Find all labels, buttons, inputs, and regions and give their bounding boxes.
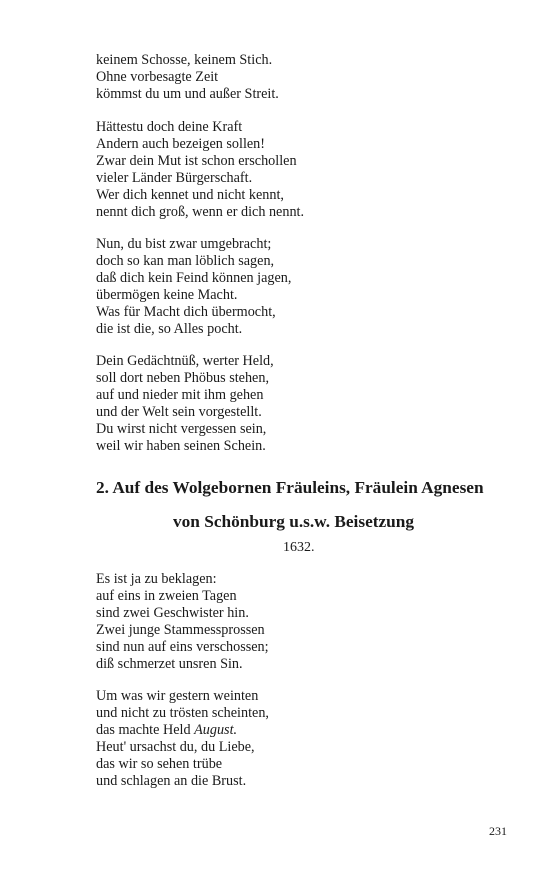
verse-line: Es ist ja zu beklagen: [96, 571, 217, 587]
stanza-4 [96, 353, 516, 454]
verse-line: Ohne vorbesagte Zeit [96, 68, 219, 85]
verse-line: Andern auch bezeigen sollen! [96, 135, 265, 152]
page-number: 231 [489, 824, 507, 838]
verse-line: Um was wir gestern weinten [96, 688, 259, 704]
verse-line: kömmst du um und außer Streit. [96, 85, 279, 102]
verse-line: und der Welt sein vorgestellt. [96, 403, 262, 420]
verse-line-text: das machte Held [96, 721, 195, 738]
verse-line: weil wir haben seinen Schein. [96, 437, 266, 454]
verse-line: übermögen keine Macht. [96, 286, 238, 303]
verse-line: Wer dich kennet und nicht kennt, [96, 186, 284, 203]
verse-line: auf und nieder mit ihm gehen [96, 386, 264, 403]
verse-line: sind zwei Geschwister hin. [96, 604, 249, 621]
italic-name: August. [194, 721, 238, 738]
verse-line: das wir so sehen trübe [96, 755, 223, 772]
verse-line: diß schmerzet unsren Sin. [96, 655, 243, 672]
verse-line: Dein Gedächtnüß, werter Held, [96, 353, 274, 369]
poem2-stanza-2 [96, 688, 516, 789]
verse-line: Nun, du bist zwar umgebracht; [96, 236, 272, 252]
verse-line: daß dich kein Feind können jagen, [96, 269, 292, 286]
verse-line: keinem Schosse, keinem Stich. [96, 52, 273, 68]
stanza-2 [96, 119, 516, 220]
verse-line: auf eins in zweien Tagen [96, 587, 237, 604]
verse-line: Was für Macht dich übermocht, [96, 303, 276, 320]
verse-line: Du wirst nicht vergessen sein, [96, 420, 267, 437]
verse-line: sind nun auf eins verschossen; [96, 638, 269, 655]
verse-line: die ist die, so Alles pocht. [96, 320, 243, 337]
poem-title-line-2: von Schönburg u.s.w. Beisetzung [173, 512, 415, 531]
stanza-1 [96, 52, 516, 103]
verse-line: nennt dich groß, wenn er dich nennt. [96, 203, 305, 220]
verse-line: Heut' ursachst du, du Liebe, [96, 738, 255, 755]
stanza-3 [96, 236, 516, 337]
verse-line: Zwei junge Stammessprossen [96, 621, 265, 638]
poem-year: 1632. [283, 540, 315, 555]
verse-line: Zwar dein Mut ist schon erschollen [96, 152, 297, 169]
poem-title-line-1: 2. Auf des Wolgebornen Fräuleins, Fräulein Agnesen [96, 478, 484, 497]
verse-line: doch so kan man löblich sagen, [96, 252, 275, 269]
verse-line: vieler Länder Bürgerschaft. [96, 169, 253, 186]
verse-line-with-italic [96, 722, 516, 739]
verse-line: Hättestu doch deine Kraft [96, 119, 243, 135]
verse-line: soll dort neben Phöbus stehen, [96, 369, 269, 386]
poem2-stanza-1 [96, 571, 516, 672]
verse-line: und nicht zu trösten scheinten, [96, 704, 269, 721]
verse-line: und schlagen an die Brust. [96, 772, 247, 789]
